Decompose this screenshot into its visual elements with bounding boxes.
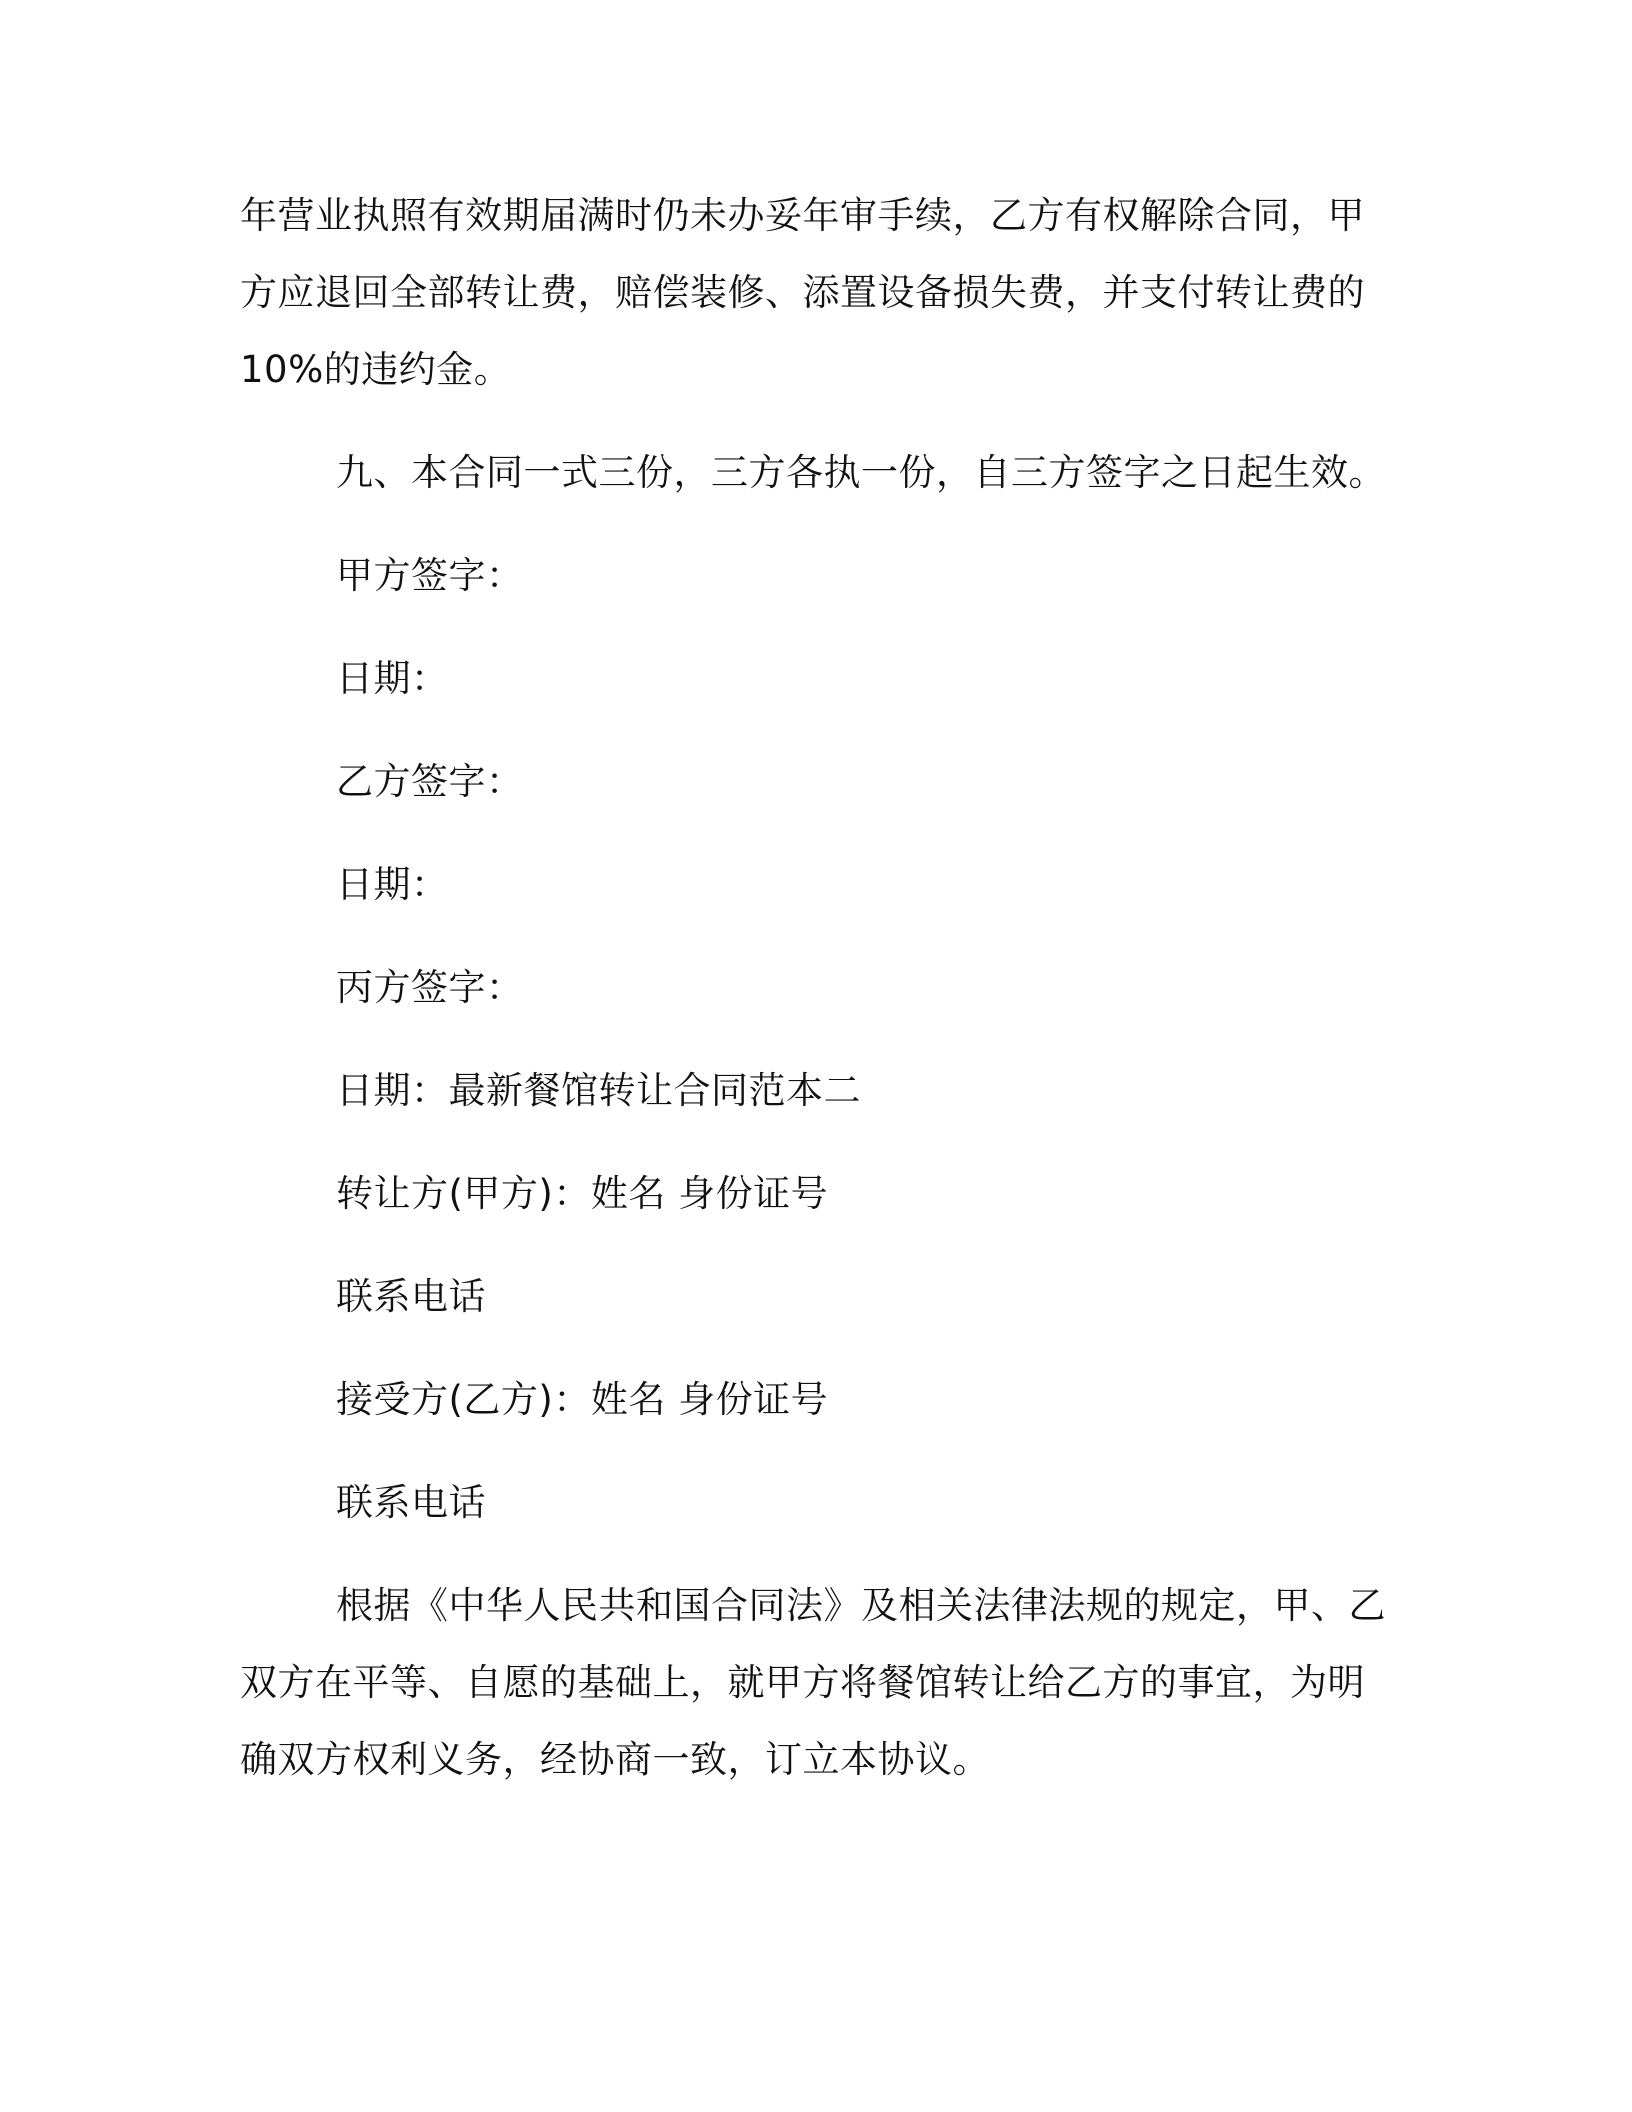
clause-8-line-3: 10%的违约金。 bbox=[240, 348, 512, 391]
preamble-line-1: 根据《中华人民共和国合同法》及相关法律法规的规定，甲、乙 bbox=[336, 1584, 1386, 1627]
clause-8-line-1: 年营业执照有效期届满时仍未办妥年审手续，乙方有权解除合同，甲 bbox=[240, 194, 1365, 237]
transferor-info: 转让方(甲方)：姓名 身份证号 bbox=[336, 1172, 829, 1215]
party-b-signature-label: 乙方签字： bbox=[336, 760, 524, 803]
clause-8-line-2: 方应退回全部转让费，赔偿装修、添置设备损失费，并支付转让费的 bbox=[240, 271, 1365, 314]
transferee-info: 接受方(乙方)：姓名 身份证号 bbox=[336, 1378, 829, 1421]
preamble-line-2: 双方在平等、自愿的基础上，就甲方将餐馆转让给乙方的事宜，为明 bbox=[240, 1661, 1365, 1704]
party-b-date-label: 日期： bbox=[336, 863, 449, 906]
party-c-date-and-template-title: 日期：最新餐馆转让合同范本二 bbox=[336, 1069, 861, 1112]
party-a-signature-label: 甲方签字： bbox=[336, 554, 524, 597]
preamble-line-3: 确双方权利义务，经协商一致，订立本协议。 bbox=[240, 1738, 990, 1781]
clause-9: 九、本合同一式三份，三方各执一份，自三方签字之日起生效。 bbox=[336, 451, 1386, 494]
transferee-phone: 联系电话 bbox=[336, 1481, 486, 1524]
party-c-signature-label: 丙方签字： bbox=[336, 966, 524, 1009]
transferor-phone: 联系电话 bbox=[336, 1275, 486, 1318]
party-a-date-label: 日期： bbox=[336, 657, 449, 700]
